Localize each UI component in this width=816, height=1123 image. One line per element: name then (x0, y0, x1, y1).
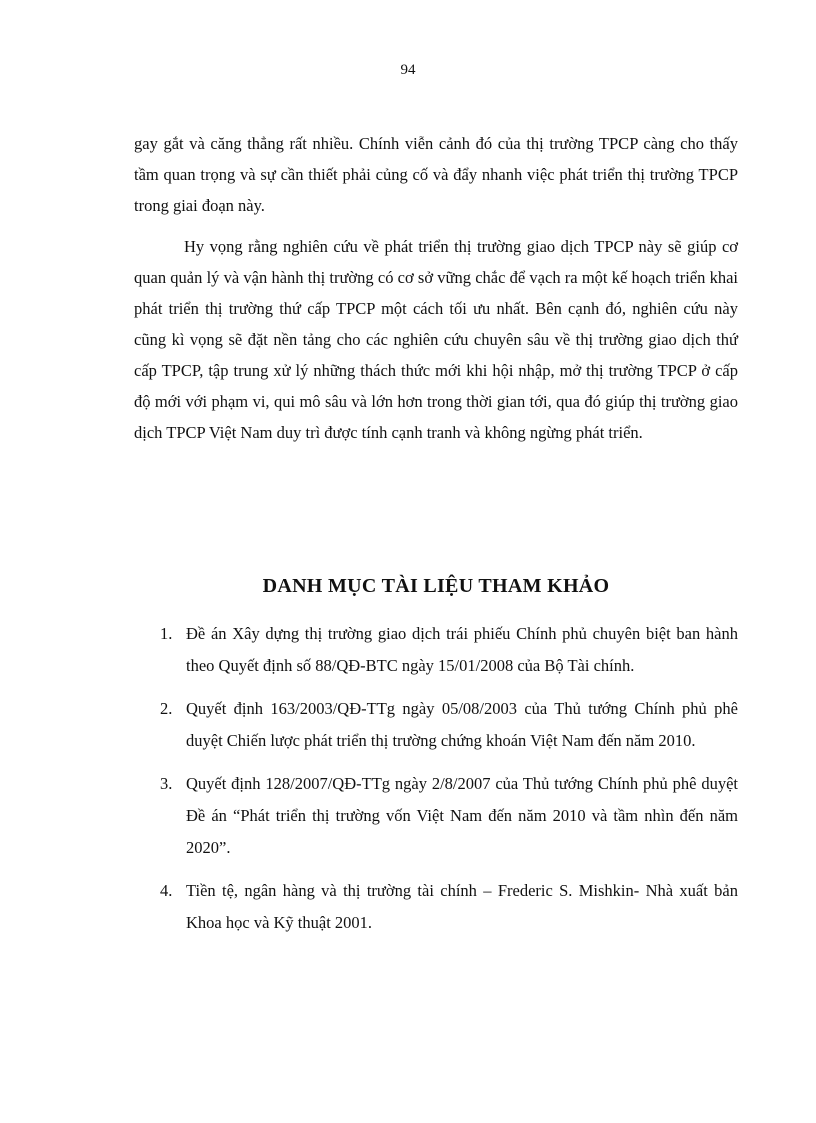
reference-number: 3. (160, 774, 173, 793)
paragraph-conclusion: Hy vọng rằng nghiên cứu về phát triển thị trường giao dịch TPCP này sẽ giúp cơ quan quản lý và vận hành thị trường có cơ sở vững chắc để vạch ra một kế hoạch triển khai phát triển thị trường thứ cấp TPCP một cách tối ưu nhất. Bên cạnh đó, nghiên cứu này cũng kì vọng sẽ đặt nền tảng cho các nghiên cứu chuyên sâu về thị trường giao dịch thứ cấp TPCP, tập trung xử lý những thách thức mới khi hội nhập, mở thị trường TPCP ở cấp độ mới với phạm vi, qui mô sâu và lớn hơn trong thời gian tới, qua đó giúp thị trường giao dịch TPCP Việt Nam duy trì được tính cạnh tranh và không ngừng phát triển. (134, 237, 738, 442)
reference-text: Đề án Xây dựng thị trường giao dịch trái phiếu Chính phủ chuyên biệt ban hành theo Quyết định số 88/QĐ-BTC ngày 15/01/2008 của Bộ Tài chính. (186, 624, 738, 675)
reference-number: 4. (160, 881, 173, 900)
references-heading: DANH MỤC TÀI LIỆU THAM KHẢO (262, 575, 610, 597)
reference-item (160, 693, 738, 757)
reference-number: 1. (160, 624, 173, 643)
reference-item (160, 768, 738, 864)
paragraph-continuation: gay gắt và căng thẳng rất nhiều. Chính viễn cảnh đó của thị trường TPCP càng cho thấy tầm quan trọng và sự cần thiết phải củng cố và đẩy nhanh việc phát triển thị trường TPCP trong giai đoạn này. (134, 134, 738, 215)
reference-item (160, 618, 738, 682)
page-number: 94 (400, 62, 416, 78)
references-list (160, 618, 738, 950)
reference-text: Quyết định 163/2003/QĐ-TTg ngày 05/08/2003 của Thủ tướng Chính phủ phê duyệt Chiến lược phát triển thị trường chứng khoán Việt Nam đến năm 2010. (186, 699, 738, 750)
body-text (134, 128, 738, 448)
reference-item (160, 875, 738, 939)
reference-number: 2. (160, 699, 173, 718)
reference-text: Quyết định 128/2007/QĐ-TTg ngày 2/8/2007 của Thủ tướng Chính phủ phê duyệt Đề án “Phát triển thị trường vốn Việt Nam đến năm 2010 và tầm nhìn đến năm 2020”. (186, 774, 738, 857)
reference-text: Tiền tệ, ngân hàng và thị trường tài chính – Frederic S. Mishkin- Nhà xuất bản Khoa học và Kỹ thuật 2001. (186, 881, 738, 932)
